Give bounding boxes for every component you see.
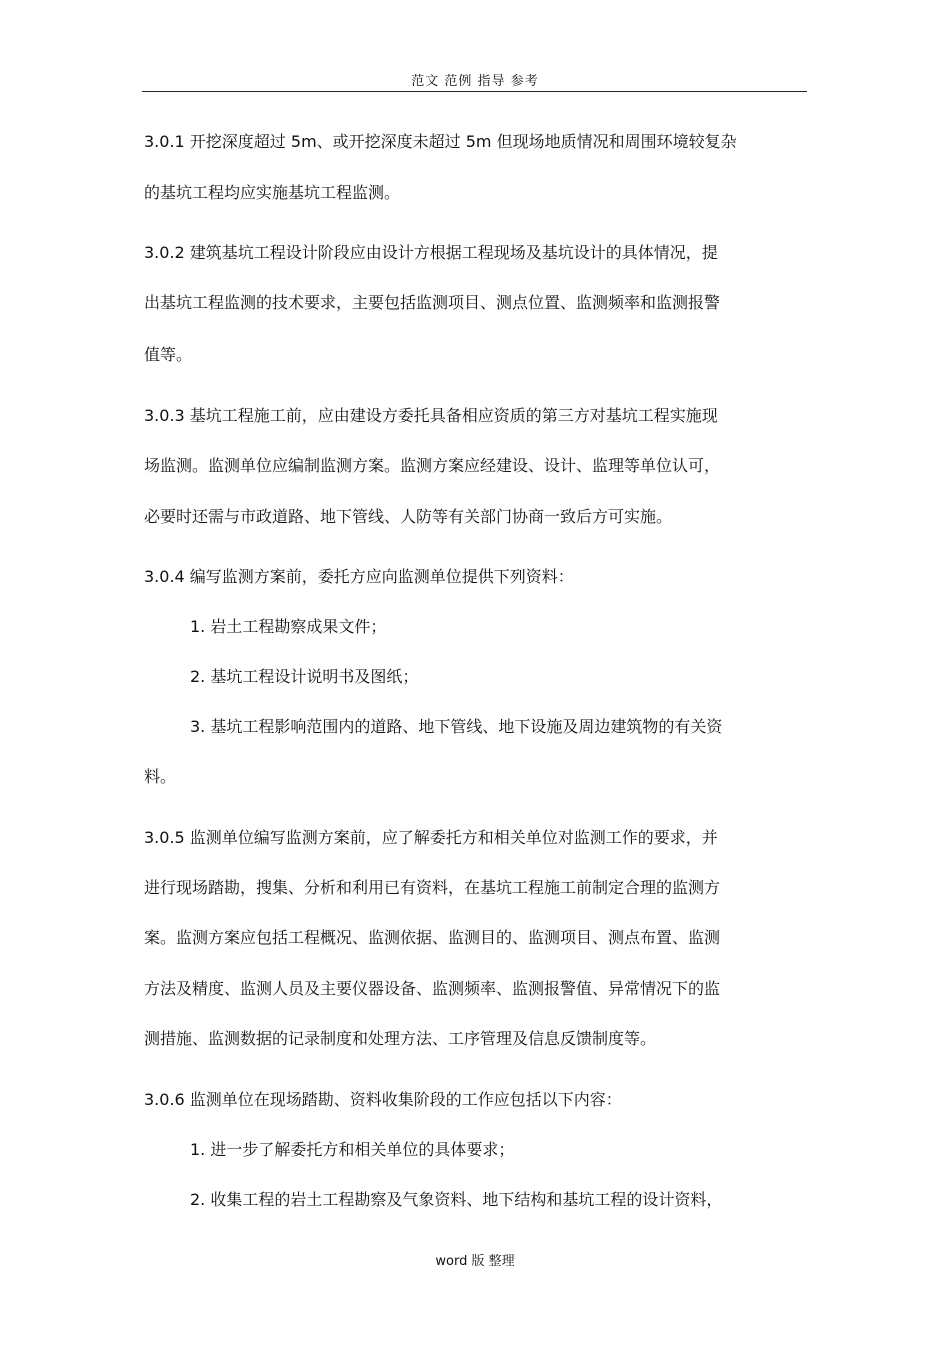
clause-3-0-5-line-2: 进行现场踏勘，搜集、分析和利用已有资料，在基坑工程施工前制定合理的监测方 <box>144 878 721 897</box>
clause-3-0-4-item-1: 1. 岩土工程勘察成果文件； <box>190 617 387 636</box>
clause-3-0-4-item-3: 3. 基坑工程影响范围内的道路、地下管线、地下设施及周边建筑物的有关资 <box>190 717 723 736</box>
clause-3-0-3-line-1: 3.0.3 基坑工程施工前，应由建设方委托具备相应资质的第三方对基坑工程实施现 <box>144 406 718 425</box>
clause-3-0-1-line-1: 3.0.1 开挖深度超过 5m、或开挖深度未超过 5m 但现场地质情况和周围环境较复杂 <box>144 132 737 151</box>
clause-3-0-2-line-1: 3.0.2 建筑基坑工程设计阶段应由设计方根据工程现场及基坑设计的具体情况，提 <box>144 243 718 262</box>
clause-3-0-5-line-5: 测措施、监测数据的记录制度和处理方法、工序管理及信息反馈制度等。 <box>144 1029 657 1048</box>
clause-3-0-2-line-2: 出基坑工程监测的技术要求，主要包括监测项目、测点位置、监测频率和监测报警 <box>144 293 721 312</box>
clause-3-0-6-item-2: 2. 收集工程的岩土工程勘察及气象资料、地下结构和基坑工程的设计资料， <box>190 1190 723 1209</box>
page-header: 范文 范例 指导 参考 <box>411 74 539 89</box>
clause-3-0-4-item-3-cont: 料。 <box>144 767 177 786</box>
clause-3-0-6-line-1: 3.0.6 监测单位在现场踏勘、资料收集阶段的工作应包括以下内容： <box>144 1090 622 1109</box>
clause-3-0-3-line-2: 场监测。监测单位应编制监测方案。监测方案应经建设、设计、监理等单位认可， <box>144 456 721 475</box>
clause-3-0-3-line-3: 必要时还需与市政道路、地下管线、人防等有关部门协商一致后方可实施。 <box>144 507 673 526</box>
clause-3-0-6-item-1: 1. 进一步了解委托方和相关单位的具体要求； <box>190 1140 515 1159</box>
header-divider <box>142 91 807 92</box>
clause-3-0-2-line-3: 值等。 <box>144 345 193 364</box>
clause-3-0-5-line-3: 案。监测方案应包括工程概况、监测依据、监测目的、监测项目、测点布置、监测 <box>144 928 721 947</box>
clause-3-0-5-line-1: 3.0.5 监测单位编写监测方案前，应了解委托方和相关单位对监测工作的要求，并 <box>144 828 718 847</box>
page-footer: word 版 整理 <box>435 1254 515 1269</box>
clause-3-0-4-line-1: 3.0.4 编写监测方案前，委托方应向监测单位提供下列资料： <box>144 567 574 586</box>
clause-3-0-4-item-2: 2. 基坑工程设计说明书及图纸； <box>190 667 419 686</box>
clause-3-0-1-line-2: 的基坑工程均应实施基坑工程监测。 <box>144 183 401 202</box>
clause-3-0-5-line-4: 方法及精度、监测人员及主要仪器设备、监测频率、监测报警值、异常情况下的监 <box>144 979 721 998</box>
